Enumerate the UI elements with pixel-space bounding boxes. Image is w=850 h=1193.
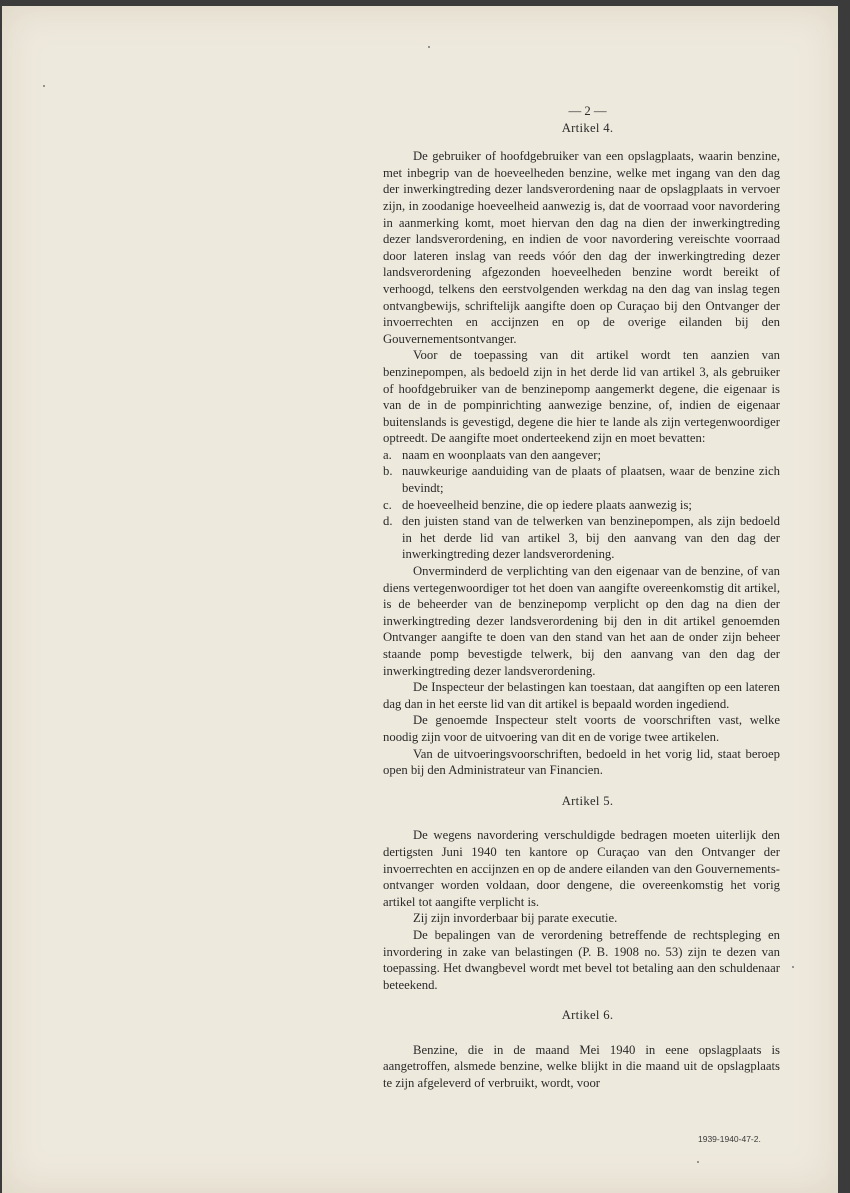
page-number: — 2 — [568, 104, 607, 118]
article-4-paragraph-2: Voor de toepassing van dit artikel wordt ten aanzien van benzinepompen, als bedoeld zijn in het derde lid van artikel 3, als gebruiker of hoofdgebruiker van de benzinepomp aangemerkt degene, die eigenaar is van de in de pompinrichting aanwezige benzine, of, indien de eigenaar buitenslands is gevestigd, degene die hier te lande als zijn vertegenwoordiger optreedt. De aangifte moet onderteekend zijn en moet bevatten: [383, 348, 780, 446]
article-6-paragraph-1: Benzine, die in de maand Mei 1940 in eene opslagplaats is aangetroffen, alsmede benzine, welke blijkt in die maand uit de opslagplaats te zijn afgeleverd of verbruikt, wordt, voor [383, 1042, 780, 1091]
list-item-text: den juisten stand van de telwerken van benzinepompen, als zijn bedoeld in het derde lid van artikel 3, bij den aanvang van den dag der inwerkingtreding dezer landsverordening. [402, 514, 780, 562]
archive-stamp: 1939-1940-47-2. [698, 1134, 761, 1144]
declaration-requirements-list [383, 447, 780, 563]
list-item-text: naam en woonplaats van den aangever; [402, 447, 602, 462]
article-5-paragraph-2: Zij zijn invorderbaar bij parate executie. [413, 911, 618, 926]
list-item-letter: d. [383, 514, 393, 529]
list-item [383, 447, 780, 464]
article-5-paragraph-3: De bepalingen van de verordening betreffende de rechtspleging en invordering in zake van belastingen (P. B. 1908 no. 53) zijn te dezen van toepassing. Het dwangbevel wordt met bevel tot betaling aan den schuldenaar beteekend. [383, 927, 780, 992]
list-item-letter: c. [383, 497, 392, 512]
article-4-paragraph-3: Onverminderd de verplichting van den eigenaar van de benzine, of van diens vertegenwoordiger tot het doen van aangifte overeenkomstig dit artikel, is de beheerder van de benzinepomp verplicht op den dag na dien der inwerkingtreding dezer landsverordening bij den in dit artikel genoemden Ontvanger aangifte te doen van den stand van het aan de onder zijn beheer staande pomp bevestigde telwerk, bij den aanvang van den dag der inwerkingtreding dezer landsverordening. [383, 564, 780, 678]
list-item-letter: b. [383, 464, 393, 479]
article-4-paragraph-5: De genoemde Inspecteur stelt voorts de voorschriften vast, welke noodig zijn voor de uitvoering van dit en de vorige twee artikelen. [383, 713, 780, 744]
paper-speck [43, 85, 45, 87]
article-6-heading: Artikel 6. [561, 1008, 614, 1023]
article-5-heading: Artikel 5. [561, 793, 614, 808]
article-4-paragraph-6: Van de uitvoeringsvoorschriften, bedoeld in het vorig lid, staat beroep open bij den Administrateur van Financien. [383, 746, 780, 778]
paper-speck [792, 966, 794, 968]
article-4-heading: Artikel 4. [561, 120, 614, 135]
list-item [383, 463, 780, 496]
list-item [383, 513, 780, 563]
list-item-letter: a. [383, 447, 392, 462]
article-4-paragraph-4: De Inspecteur der belastingen kan toestaan, dat aangiften op een lateren dag dan in het eerste lid van dit artikel is bepaald worden ingediend. [383, 680, 780, 711]
article-5-paragraph-1: De wegens navordering verschuldigde bedragen moeten uiterlijk den dertigsten Juni 1940 ten kantore op Curaçao van den Ontvanger der invoerrechten en accijnzen en op de andere eilanden van den Gouvernements-ontvanger worden voldaan, door dengene, die overeenkomstig het vorig artikel tot aangifte verplicht is. [383, 828, 780, 909]
paper-speck [428, 46, 430, 48]
text-column [383, 103, 780, 1092]
document-page [2, 6, 838, 1193]
paper-speck [697, 1161, 699, 1163]
article-4-paragraph-1: De gebruiker of hoofdgebruiker van een opslagplaats, waarin benzine, met inbegrip van de hoeveelheden benzine, welke met ingang van den dag der inwerkingtreding dezer landsverordening naar de opslagplaats in vervoer zijn, in zoodanige hoeveelheid aanwezig is, dat de voorraad voor navordering in aanmerking komt, moet hiervan den dag na dien der inwerkingtreding dezer landsverordening, en indien de voor navordering vereischte voorraad door lateren inslag van reeds vóór den dag der inwerkingtreding dezer landsverordening afgezonden hoeveelheden benzine wordt bereikt of verhoogd, telkens den eerstvolgenden werkdag na den dag van inslag tegen ontvangbewijs, schriftelijk aangifte doen op Curaçao bij den Ontvanger der invoerrechten en accijnzen en op de overige eilanden bij den Gouvernementsontvanger. [383, 149, 780, 346]
list-item-text: nauwkeurige aanduiding van de plaats of plaatsen, waar de benzine zich bevindt; [402, 464, 780, 496]
list-item-text: de hoeveelheid benzine, die op iedere plaats aanwezig is; [402, 497, 692, 512]
list-item [383, 497, 780, 514]
